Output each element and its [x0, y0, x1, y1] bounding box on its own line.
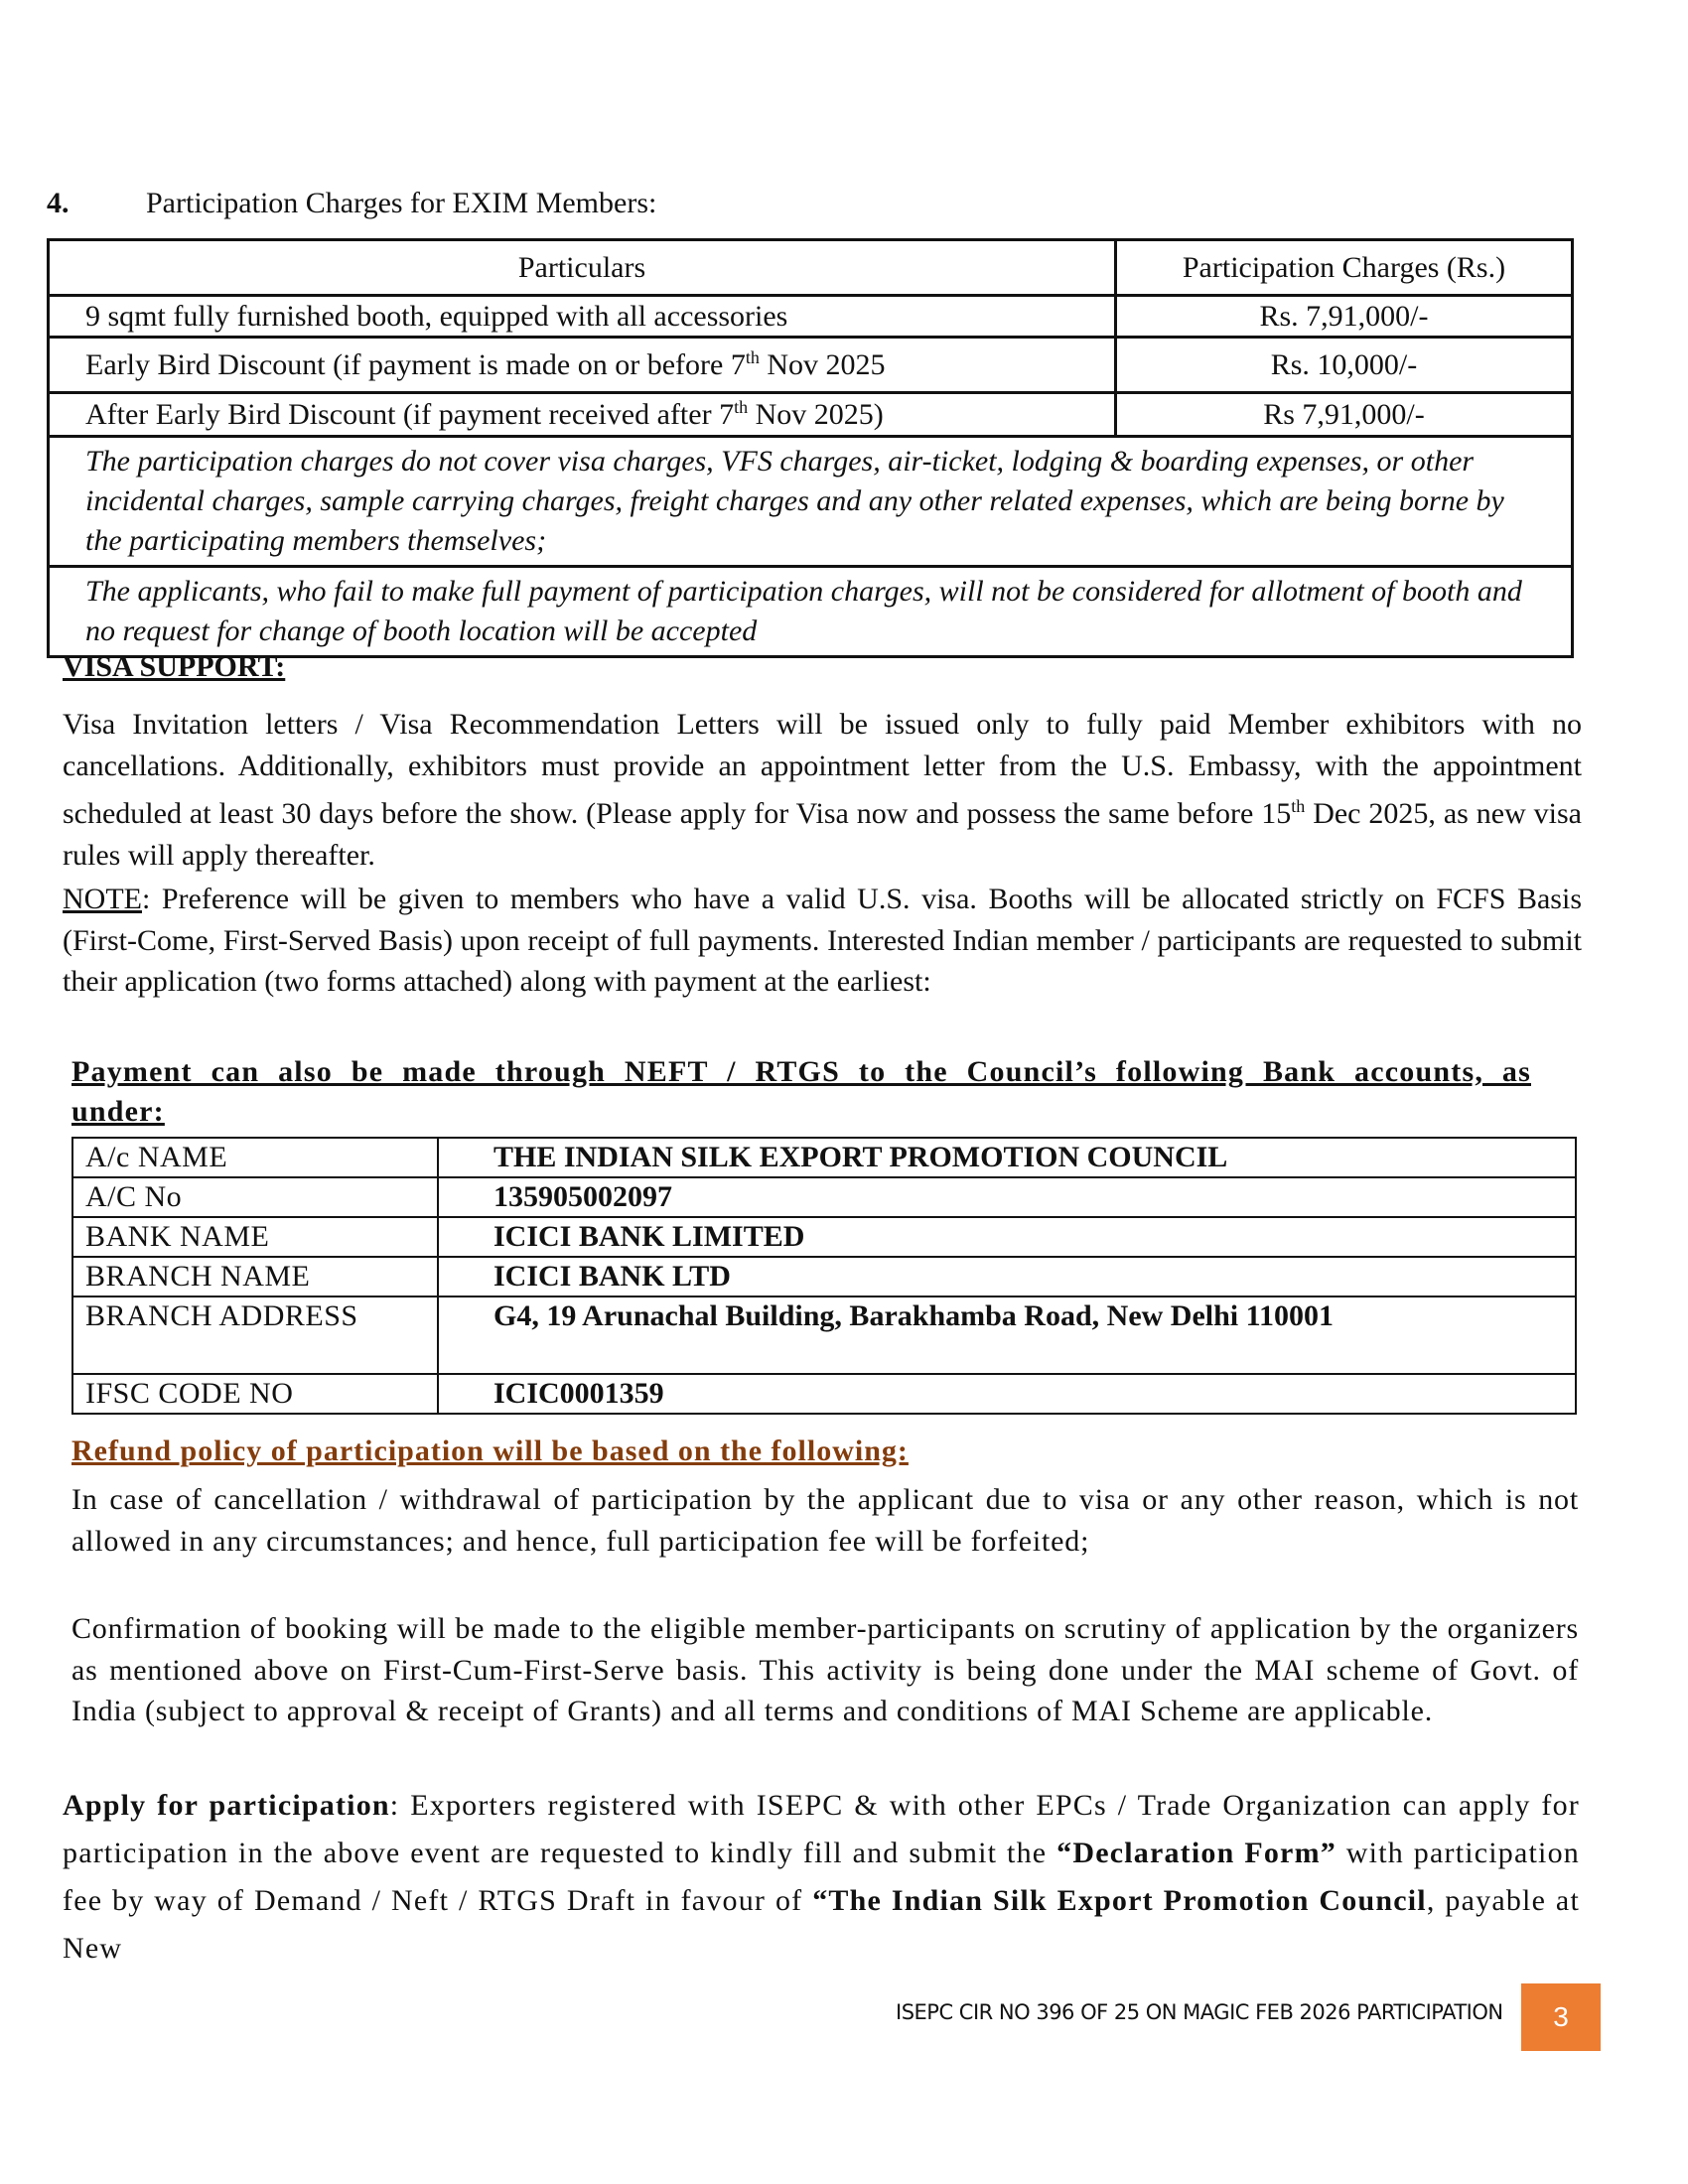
note-cell: The participation charges do not cover visa charges, VFS charges, air-ticket, lodging & boarding expenses, or other incidental charges, sample carrying charges, freight charges and any other related expenses, which are being borne by the participating members themselves; [49, 437, 1573, 567]
table-row [72, 1177, 1576, 1217]
bank-value: 135905002097 [438, 1177, 1576, 1217]
refund-paragraph-1: In case of cancellation / withdrawal of participation by the applicant due to visa or any other reason, which is not allowed in any circumstances; and hence, full participation fee will be forfeited; [71, 1483, 1579, 1558]
page-number-badge: 3 [1521, 1983, 1601, 2051]
refund-paragraph-2: Confirmation of booking will be made to the eligible member-participants on scrutiny of application by the organizers as mentioned above on First-Cum-First-Serve basis. This activity is being done under the MAI scheme of Govt. of India (subject to approval & receipt of Grants) and all terms and conditions of MAI Scheme are applicable. [71, 1612, 1579, 1727]
apply-label: Apply for participation [63, 1789, 390, 1822]
section-heading [47, 187, 656, 220]
bank-value: ICICI BANK LTD [438, 1257, 1576, 1297]
refund-policy-heading: Refund policy of participation will be based on the following: [71, 1434, 909, 1467]
visa-support-paragraph: Visa Invitation letters / Visa Recommendation Letters will be issued only to fully paid Member exhibitors with no cancellations. Additionally, exhibitors must provide an appointment letter from the U.S. Embassy, with the appointment scheduled at least 30 days before the show. (Please apply for Visa now and possess the same before 15th Dec 2025, as new visa rules will apply thereafter. [63, 708, 1583, 872]
bank-value: THE INDIAN SILK EXPORT PROMOTION COUNCIL [438, 1138, 1576, 1177]
bank-value: ICICI BANK LIMITED [438, 1217, 1576, 1257]
bank-label: BRANCH ADDRESS [72, 1297, 438, 1374]
visa-support-heading: VISA SUPPORT: [63, 650, 286, 683]
bank-label: A/C No [72, 1177, 438, 1217]
bank-label: BANK NAME [72, 1217, 438, 1257]
column-header-charges: Participation Charges (Rs.) [1116, 240, 1573, 296]
note-cell: The applicants, who fail to make full payment of participation charges, will not be considered for allotment of booth and no request for change of booth location will be accepted [49, 567, 1573, 657]
table-row [72, 1138, 1576, 1177]
table-row [72, 1297, 1576, 1374]
payment-heading: Payment can also be made through NEFT / RTGS to the Council’s following Bank accounts, as under: [71, 1055, 1531, 1128]
note-paragraph: NOTE: Preference will be given to members who have a valid U.S. visa. Booths will be allocated strictly on FCFS Basis (First-Come, First-Served Basis) upon receipt of full payments. Interested Indian member / participants are requested to submit their application (two forms attached) along with payment at the earliest: [63, 883, 1582, 998]
table-note-row [49, 437, 1573, 567]
particular-cell: 9 sqmt fully furnished booth, equipped with all accessories [49, 296, 1116, 338]
bank-label: BRANCH NAME [72, 1257, 438, 1297]
particular-cell: Early Bird Discount (if payment is made on or before 7th Nov 2025 [49, 338, 1116, 393]
column-header-particulars: Particulars [49, 240, 1116, 296]
amount-cell: Rs. 7,91,000/- [1116, 296, 1573, 338]
bank-details-table [71, 1137, 1577, 1415]
note-label: NOTE [63, 883, 142, 915]
apply-paragraph: Apply for participation: Exporters registered with ISEPC & with other EPCs / Trade Organization can apply for participation in the above event are requested to kindly fill and submit the “Declaration Form” with participation fee by way of Demand / Neft / RTGS Draft in favour of “The Indian Silk Export Promotion Council, payable at New [63, 1789, 1580, 1965]
participation-charges-table [47, 238, 1574, 658]
bank-value: G4, 19 Arunachal Building, Barakhamba Road, New Delhi 110001 [438, 1297, 1576, 1374]
bank-value: ICIC0001359 [438, 1374, 1576, 1414]
table-row [72, 1257, 1576, 1297]
table-row [49, 338, 1573, 393]
table-row [72, 1374, 1576, 1414]
table-row [49, 393, 1573, 437]
amount-cell: Rs 7,91,000/- [1116, 393, 1573, 437]
section-title: Participation Charges for EXIM Members: [146, 187, 657, 219]
bank-label: A/c NAME [72, 1138, 438, 1177]
amount-cell: Rs. 10,000/- [1116, 338, 1573, 393]
bank-label: IFSC CODE NO [72, 1374, 438, 1414]
table-row [49, 296, 1573, 338]
footer-circular-reference: ISEPC CIR NO 396 OF 25 ON MAGIC FEB 2026 PARTICIPATION [896, 2000, 1503, 2024]
table-note-row [49, 567, 1573, 657]
particular-cell: After Early Bird Discount (if payment received after 7th Nov 2025) [49, 393, 1116, 437]
table-header-row [49, 240, 1573, 296]
section-number: 4. [47, 187, 70, 219]
table-row [72, 1217, 1576, 1257]
